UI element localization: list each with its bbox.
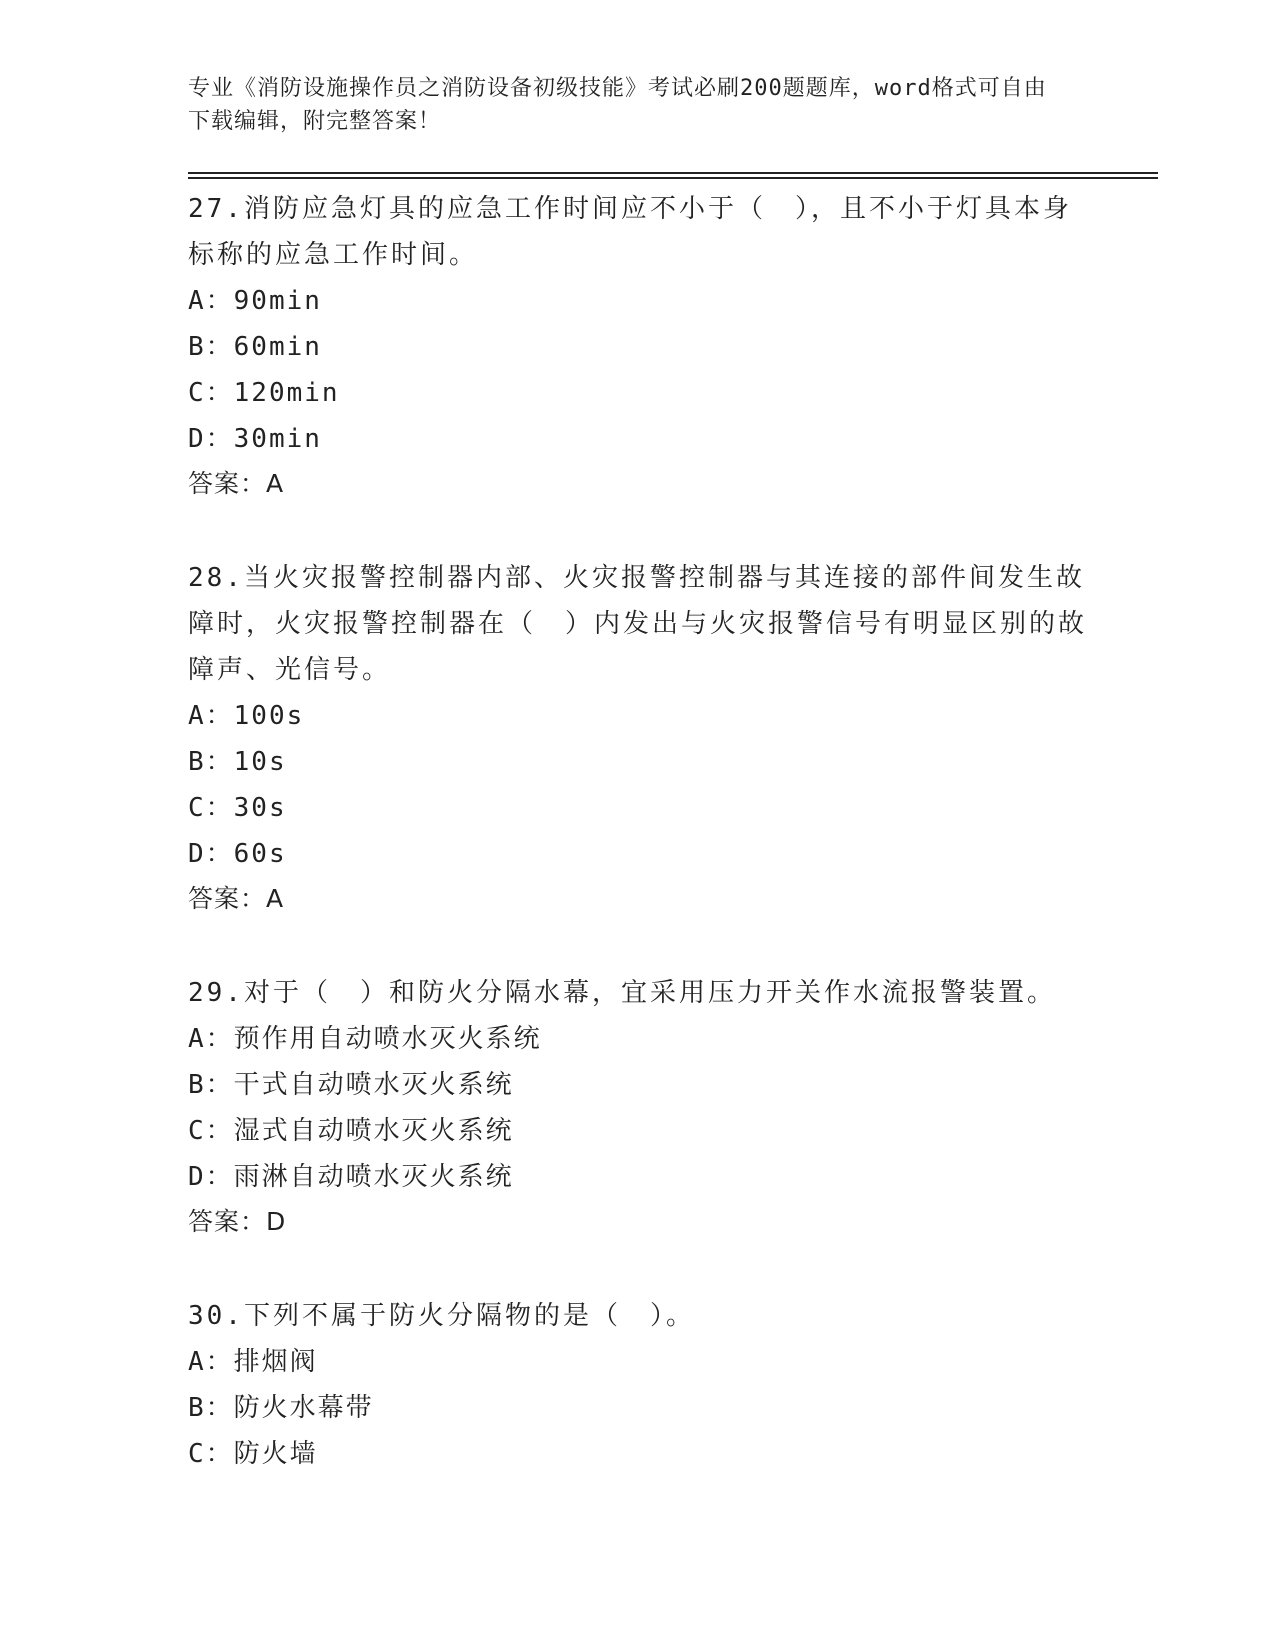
question-28 xyxy=(188,555,1088,921)
option-a: A：预作用自动喷水灭火系统 xyxy=(188,1024,542,1054)
answer: 答案：A xyxy=(188,884,285,913)
option-c: C：湿式自动喷水灭火系统 xyxy=(188,1116,514,1146)
option-b: B：防火水幕带 xyxy=(188,1393,374,1423)
option-a: A：100s xyxy=(188,701,305,731)
question-30 xyxy=(188,1293,1088,1477)
option-b: B：干式自动喷水灭火系统 xyxy=(188,1070,514,1100)
question-stem: 27.消防应急灯具的应急工作时间应不小于（ ），且不小于灯具本身标称的应急工作时间。 xyxy=(188,194,1072,270)
option-c: C：防火墙 xyxy=(188,1439,318,1469)
option-d: D：雨淋自动喷水灭火系统 xyxy=(188,1162,514,1192)
question-stem: 28.当火灾报警控制器内部、火灾报警控制器与其连接的部件间发生故障时，火灾报警控制器在（ ）内发出与火灾报警信号有明显区别的故障声、光信号。 xyxy=(188,563,1088,685)
option-a: A：90min xyxy=(188,286,322,316)
question-27 xyxy=(188,186,1088,506)
document-header: 专业《消防设施操作员之消防设备初级技能》考试必刷200题题库，word格式可自由下载编辑，附完整答案！ xyxy=(188,76,1047,134)
option-b: B：10s xyxy=(188,747,287,777)
question-stem: 30.下列不属于防火分隔物的是（ ）。 xyxy=(188,1301,695,1331)
option-d: D：60s xyxy=(188,839,287,869)
answer: 答案：D xyxy=(188,1207,287,1236)
option-b: B：60min xyxy=(188,332,322,362)
option-c: C：30s xyxy=(188,793,287,823)
header-divider-bottom xyxy=(188,177,1158,179)
option-c: C：120min xyxy=(188,378,340,408)
answer: 答案：A xyxy=(188,469,285,498)
header-divider-top xyxy=(188,172,1158,174)
question-list xyxy=(188,186,1088,1526)
option-a: A：排烟阀 xyxy=(188,1347,318,1377)
question-stem: 29.对于（ ）和防火分隔水幕，宜采用压力开关作水流报警装置。 xyxy=(188,978,1056,1008)
option-d: D：30min xyxy=(188,424,322,454)
question-29 xyxy=(188,970,1088,1244)
